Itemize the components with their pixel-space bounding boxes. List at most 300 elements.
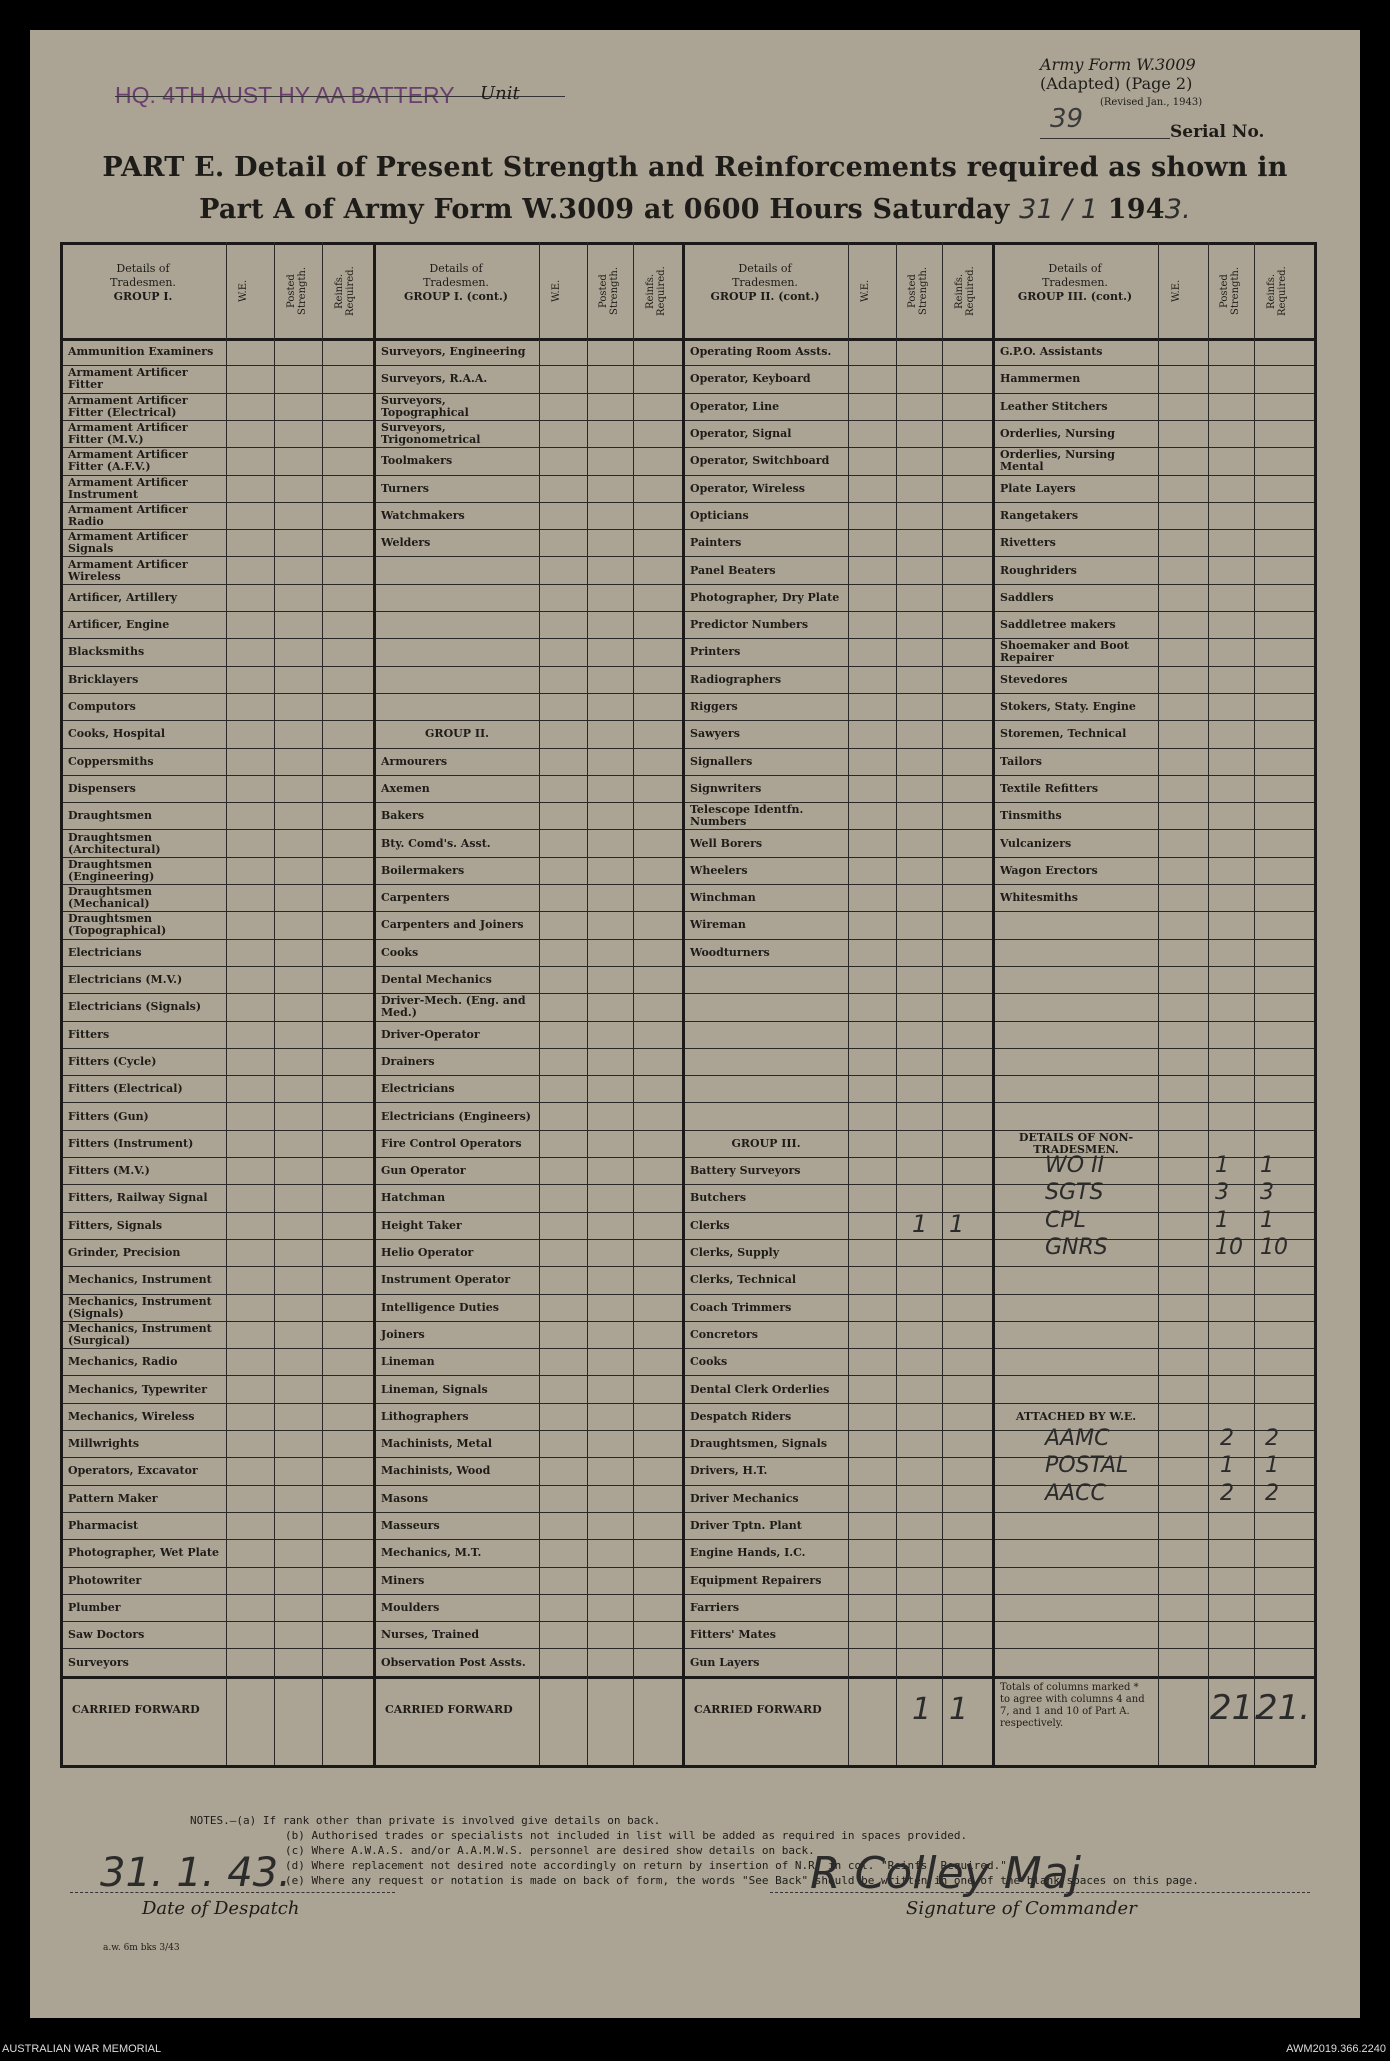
details-label: Details of <box>738 262 792 275</box>
trade-label: Electricians <box>381 1082 455 1096</box>
trade-label: Surveyors, R.A.A. <box>381 372 488 386</box>
column-header-we: W.E. <box>238 279 249 303</box>
non-tradesman-we-handwritten: 10 <box>1215 1234 1243 1260</box>
row-divider <box>60 666 1316 667</box>
carried-forward-posted-handwritten: 1 <box>949 1691 969 1727</box>
trade-label: Mechanics, M.T. <box>381 1546 482 1560</box>
trade-label: Armament Artificer Instrument <box>68 475 188 501</box>
unit-stamp: HQ. 4TH AUST HY AA BATTERY <box>115 82 455 109</box>
column-header-reinfs: Reinfs. Required. <box>1266 266 1288 316</box>
row-divider <box>60 693 1316 694</box>
trade-label: Panel Beaters <box>690 563 776 577</box>
non-tradesman-posted-handwritten: 3 <box>1260 1180 1274 1206</box>
printer-imprint: a.w. 6m bks 3/43 <box>103 1943 180 1953</box>
trade-label: Textile Refitters <box>1000 781 1099 795</box>
trade-label: Storemen, Technical <box>1000 727 1127 741</box>
column-header-reinfs: Reinfs. Required. <box>954 266 976 316</box>
tradesmen-label: Tradesmen. <box>110 276 176 289</box>
trade-label: Clerks, Supply <box>690 1246 780 1260</box>
section-heading: GROUP III. <box>731 1136 801 1150</box>
column-divider <box>942 242 943 1765</box>
row-divider <box>60 1539 1316 1540</box>
non-tradesman-rank-handwritten: SGTS <box>1045 1180 1104 1206</box>
row-divider <box>60 1485 1316 1486</box>
column-header-posted: Posted Strength. <box>907 266 929 316</box>
group-title: GROUP I. <box>113 290 173 303</box>
column-divider <box>539 242 540 1765</box>
column-header-posted: Posted Strength. <box>1219 266 1241 316</box>
trade-label: Driver Mechanics <box>690 1491 799 1505</box>
trade-label: Electricians (Signals) <box>68 1000 202 1014</box>
trade-label: Surveyors, Topographical <box>381 393 469 419</box>
row-divider <box>60 1212 1316 1213</box>
trade-label: Fitters (Electrical) <box>68 1082 183 1096</box>
column-header-reinfs: Reinfs. Required. <box>645 266 667 316</box>
title-year: 194 <box>1107 194 1165 225</box>
trade-label: Fitters <box>68 1027 110 1041</box>
trade-label: Cooks <box>381 945 419 959</box>
trade-label: Stokers, Staty. Engine <box>1000 700 1136 714</box>
trade-label: Signwriters <box>690 781 762 795</box>
trade-label: Turners <box>381 481 429 495</box>
trade-label: Fitters, Signals <box>68 1218 163 1232</box>
row-divider <box>60 1348 1316 1349</box>
trade-label: Orderlies, Nursing <box>1000 427 1115 441</box>
trade-label: Mechanics, Typewriter <box>68 1382 208 1396</box>
row-divider <box>60 1648 1316 1649</box>
trade-label: Lineman, Signals <box>381 1382 488 1396</box>
trade-label: Operator, Keyboard <box>690 372 811 386</box>
trade-label: Armament Artificer Signals <box>68 530 188 556</box>
column-divider <box>322 242 323 1765</box>
trade-label: Engine Hands, I.C. <box>690 1546 806 1560</box>
title-line-1: PART E. Detail of Present Strength and Reinforcements required as shown in <box>102 152 1288 183</box>
note-c: (c) Where A.W.A.S. and/or A.A.M.W.S. personnel are desired show details on back. <box>285 1844 815 1857</box>
trade-label: Artificer, Artillery <box>68 590 178 604</box>
trade-label: Bricklayers <box>68 672 139 686</box>
trade-label: Photographer, Wet Plate <box>68 1546 220 1560</box>
row-divider <box>60 1266 1316 1267</box>
non-tradesman-posted-handwritten: 1 <box>1260 1153 1274 1178</box>
trade-label: Driver-Mech. (Eng. and Med.) <box>381 994 526 1020</box>
clerks-posted-handwritten: 1 <box>949 1209 965 1238</box>
trade-label: Cooks <box>690 1355 728 1369</box>
non-tradesman-rank-handwritten: GNRS <box>1045 1234 1108 1260</box>
trade-label: Fire Control Operators <box>381 1136 522 1150</box>
trade-label: Sawyers <box>690 727 740 741</box>
row-divider <box>60 1184 1316 1185</box>
trade-label: Electricians <box>68 945 142 959</box>
row-divider <box>60 1075 1316 1076</box>
note-e: (e) Where any request or notation is made on back of form, the words "See Back" should be written in one of the blank spaces on this page. <box>285 1874 1199 1887</box>
trade-label: Draughtsmen (Mechanical) <box>68 885 153 911</box>
trade-label: Cooks, Hospital <box>68 727 166 741</box>
trade-label: Surveyors, Trigonometrical <box>381 421 481 447</box>
group-divider <box>373 242 376 1765</box>
trade-label: Machinists, Wood <box>381 1464 491 1478</box>
trade-label: Tinsmiths <box>1000 809 1062 823</box>
carried-forward-top-border <box>60 1676 1316 1679</box>
trade-label: Operator, Switchboard <box>690 454 830 468</box>
row-divider <box>60 1403 1316 1404</box>
column-divider <box>226 242 227 1765</box>
details-label: Details of <box>1048 262 1102 275</box>
non-tradesman-posted-handwritten: 1 <box>1260 1207 1274 1233</box>
trade-label: Operating Room Assts. <box>690 345 832 359</box>
trade-label: Armourers <box>381 754 448 768</box>
trade-label: Fitters, Railway Signal <box>68 1191 208 1205</box>
trade-label: Armament Artificer Fitter (M.V.) <box>68 421 188 447</box>
trade-label: Orderlies, Nursing Mental <box>1000 448 1115 474</box>
trade-label: Nurses, Trained <box>381 1628 480 1642</box>
trade-label: Draughtsmen <box>68 809 153 823</box>
row-divider <box>60 1621 1316 1622</box>
row-divider <box>60 1102 1316 1103</box>
serial-label: Serial No. <box>1170 122 1265 142</box>
group-header-details <box>682 262 848 304</box>
trade-label: Operators, Excavator <box>68 1464 198 1478</box>
trade-label: Dispensers <box>68 781 136 795</box>
group-divider <box>992 242 995 1765</box>
trade-label: Fitters (Gun) <box>68 1109 149 1123</box>
date-line <box>70 1892 395 1893</box>
row-divider <box>60 1021 1316 1022</box>
trade-label: Painters <box>690 536 742 550</box>
column-divider <box>1158 242 1159 1765</box>
row-divider <box>60 775 1316 776</box>
trade-label: Armament Artificer Wireless <box>68 557 188 583</box>
trade-label: Intelligence Duties <box>381 1300 499 1314</box>
column-divider <box>1254 242 1255 1765</box>
title-line-2 <box>30 194 1360 225</box>
trade-label: Coppersmiths <box>68 754 154 768</box>
row-divider <box>60 1157 1316 1158</box>
trade-label: Lithographers <box>381 1409 469 1423</box>
row-divider <box>60 720 1316 721</box>
trade-label: Farriers <box>690 1600 740 1614</box>
group-divider <box>682 242 685 1765</box>
non-tradesman-posted-handwritten: 10 <box>1260 1234 1288 1260</box>
trade-label: Leather Stitchers <box>1000 399 1108 413</box>
row-divider <box>60 1294 1316 1295</box>
column-divider <box>896 242 897 1765</box>
trade-label: Dental Clerk Orderlies <box>690 1382 830 1396</box>
row-divider <box>60 1239 1316 1240</box>
row-divider <box>60 884 1316 885</box>
trade-label: Woodturners <box>690 945 770 959</box>
column-header-we: W.E. <box>551 279 562 303</box>
serial-handwritten: 39 <box>1050 104 1084 134</box>
attached-we-handwritten: 1 <box>1220 1453 1234 1479</box>
trade-label: Photowriter <box>68 1573 142 1587</box>
row-divider <box>60 502 1316 503</box>
tradesmen-label: Tradesmen. <box>423 276 489 289</box>
trade-label: Opticians <box>690 508 749 522</box>
trade-label: Millwrights <box>68 1437 140 1451</box>
trade-label: Blacksmiths <box>68 645 145 659</box>
trade-label: Armament Artificer Fitter <box>68 366 188 392</box>
trade-label: Masons <box>381 1491 429 1505</box>
row-divider <box>60 1594 1316 1595</box>
trade-label: Riggers <box>690 700 738 714</box>
trade-label: Bakers <box>381 809 425 823</box>
table-left-border <box>60 242 63 1765</box>
trade-label: Toolmakers <box>381 454 453 468</box>
trade-label: Saw Doctors <box>68 1628 145 1642</box>
total-we-handwritten: 21. <box>1210 1687 1265 1728</box>
trade-label: Well Borers <box>690 836 763 850</box>
trade-label: Mechanics, Instrument <box>68 1273 212 1287</box>
column-divider <box>633 242 634 1765</box>
tradesmen-label: Tradesmen. <box>732 276 798 289</box>
trade-label: Photographer, Dry Plate <box>690 590 840 604</box>
trade-label: Ammunition Examiners <box>68 345 214 359</box>
title-prefix: Part A of Army Form W.3009 at 0600 Hours Saturday <box>199 194 1010 225</box>
trade-label: Saddlers <box>1000 590 1054 604</box>
group-header-details <box>992 262 1158 304</box>
row-divider <box>60 911 1316 912</box>
signature-line <box>770 1892 1310 1893</box>
trade-label: Mechanics, Wireless <box>68 1409 195 1423</box>
trade-label: Fitters (M.V.) <box>68 1164 150 1178</box>
trade-label: Welders <box>381 536 431 550</box>
trade-label: Fitters (Instrument) <box>68 1136 194 1150</box>
column-header-we: W.E. <box>1171 279 1182 303</box>
trade-label: Battery Surveyors <box>690 1164 801 1178</box>
trade-label: Tailors <box>1000 754 1042 768</box>
trade-label: Roughriders <box>1000 563 1077 577</box>
strength-table <box>60 242 1316 1765</box>
trade-label: Winchman <box>690 891 756 905</box>
trade-label: Operator, Signal <box>690 427 792 441</box>
despatch-date-handwritten: 31. 1. 43. <box>100 1850 291 1896</box>
trade-label: Clerks <box>690 1218 730 1232</box>
trade-label: Fitters' Mates <box>690 1628 776 1642</box>
row-divider <box>60 829 1316 830</box>
trade-label: Gun Operator <box>381 1164 466 1178</box>
signature-handwritten: R Colley Maj <box>810 1848 1081 1899</box>
trade-label: Gun Layers <box>690 1655 760 1669</box>
trade-label: Computors <box>68 700 136 714</box>
trade-label: Draughtsmen (Engineering) <box>68 857 155 883</box>
trade-label: Whitesmiths <box>1000 891 1078 905</box>
column-divider <box>1208 242 1209 1765</box>
trade-label: Clerks, Technical <box>690 1273 796 1287</box>
attached-we-handwritten: 2 <box>1220 1480 1234 1506</box>
group-header-details <box>60 262 226 304</box>
column-divider <box>587 242 588 1765</box>
form-line-3: (Revised Jan., 1943) <box>1100 97 1203 108</box>
trade-label: Butchers <box>690 1191 747 1205</box>
carried-forward-label: CARRIED FORWARD <box>72 1702 200 1716</box>
row-divider <box>60 748 1316 749</box>
trade-label: Pattern Maker <box>68 1491 158 1505</box>
row-divider <box>60 393 1316 394</box>
trade-label: Moulders <box>381 1600 440 1614</box>
trade-label: Drainers <box>381 1054 435 1068</box>
trade-label: Concretors <box>690 1327 758 1341</box>
trade-label: Vulcanizers <box>1000 836 1072 850</box>
trade-label: Plumber <box>68 1600 121 1614</box>
trade-label: Draughtsmen (Architectural) <box>68 830 161 856</box>
trade-label: Operator, Wireless <box>690 481 805 495</box>
row-divider <box>60 475 1316 476</box>
trade-label: Electricians (M.V.) <box>68 973 183 987</box>
row-divider <box>60 1512 1316 1513</box>
column-header-posted: Posted Strength. <box>598 266 620 316</box>
row-divider <box>60 529 1316 530</box>
trade-label: Hammermen <box>1000 372 1081 386</box>
non-tradesman-we-handwritten: 1 <box>1215 1207 1229 1233</box>
signature-label: Signature of Commander <box>906 1898 1137 1919</box>
section-heading: ATTACHED BY W.E. <box>1015 1409 1137 1423</box>
clerks-we-handwritten: 1 <box>912 1209 928 1238</box>
trade-label: Mechanics, Radio <box>68 1355 178 1369</box>
column-header-reinfs: Reinfs. Required. <box>334 266 356 316</box>
trade-label: Wheelers <box>690 863 748 877</box>
attached-unit-handwritten: POSTAL <box>1045 1453 1129 1479</box>
trade-label: Driver Tptn. Plant <box>690 1519 802 1533</box>
row-divider <box>60 556 1316 557</box>
trade-label: Draughtsmen (Topographical) <box>68 912 167 938</box>
column-header-posted: Posted Strength. <box>286 266 308 316</box>
row-divider <box>60 939 1316 940</box>
trade-label: Pharmacist <box>68 1519 139 1533</box>
row-divider <box>60 1430 1316 1431</box>
note-b: (b) Authorised trades or specialists not included in list will be added as required in spaces provided. <box>285 1829 968 1842</box>
trade-label: Coach Trimmers <box>690 1300 792 1314</box>
trade-label: Grinder, Precision <box>68 1246 181 1260</box>
trade-label: Radiographers <box>690 672 782 686</box>
group-title: GROUP III. (cont.) <box>1017 290 1133 303</box>
row-divider <box>60 993 1316 994</box>
non-tradesman-rank-handwritten: CPL <box>1045 1207 1086 1233</box>
row-divider <box>60 365 1316 366</box>
trade-label: Armament Artificer Fitter (Electrical) <box>68 393 188 419</box>
trade-label: Artificer, Engine <box>68 618 170 632</box>
details-label: Details of <box>429 262 483 275</box>
trade-label: Armament Artificer Fitter (A.F.V.) <box>68 448 188 474</box>
row-divider <box>60 611 1316 612</box>
trade-label: Armament Artificer Radio <box>68 502 188 528</box>
trade-label: Machinists, Metal <box>381 1437 493 1451</box>
trade-label: Plate Layers <box>1000 481 1076 495</box>
caption-left: AUSTRALIAN WAR MEMORIAL <box>2 2043 162 2055</box>
attached-posted-handwritten: 1 <box>1265 1453 1279 1479</box>
carried-forward-we-handwritten: 1 <box>912 1691 932 1727</box>
trade-label: Saddletree makers <box>1000 618 1116 632</box>
row-divider <box>60 420 1316 421</box>
group-header-details <box>373 262 539 304</box>
trade-label: Predictor Numbers <box>690 618 809 632</box>
row-divider <box>60 857 1316 858</box>
attached-posted-handwritten: 2 <box>1265 1480 1279 1506</box>
trade-label: Surveyors, Engineering <box>381 345 526 359</box>
trade-label: Driver-Operator <box>381 1027 480 1041</box>
row-divider <box>60 584 1316 585</box>
non-tradesman-rank-handwritten: WO II <box>1045 1153 1105 1178</box>
table-bottom-border <box>60 1765 1316 1768</box>
attached-unit-handwritten: AACC <box>1045 1480 1106 1506</box>
attached-posted-handwritten: 2 <box>1265 1426 1279 1451</box>
serial-underline <box>1040 138 1170 139</box>
details-label: Details of <box>116 262 170 275</box>
trade-label: Carpenters and Joiners <box>381 918 524 932</box>
row-divider <box>60 1048 1316 1049</box>
row-divider <box>60 802 1316 803</box>
row-divider <box>60 447 1316 448</box>
trade-label: Observation Post Assts. <box>381 1655 526 1669</box>
table-top-border <box>60 242 1316 245</box>
trade-label: Electricians (Engineers) <box>381 1109 531 1123</box>
trade-label: Wireman <box>690 918 746 932</box>
section-heading: DETAILS OF NON-TRADESMEN. <box>1018 1130 1134 1156</box>
trade-label: Bty. Comd's. Asst. <box>381 836 491 850</box>
trade-label: Rangetakers <box>1000 508 1079 522</box>
caption-right: AWM2019.366.2240 <box>1286 2043 1386 2055</box>
carried-forward-label: CARRIED FORWARD <box>694 1702 822 1716</box>
form-line-2: (Adapted) (Page 2) <box>1040 74 1193 93</box>
trade-label: Masseurs <box>381 1519 440 1533</box>
row-divider <box>60 1321 1316 1322</box>
trade-label: Despatch Riders <box>690 1409 792 1423</box>
trade-label: Height Taker <box>381 1218 462 1232</box>
trade-label: Printers <box>690 645 741 659</box>
trade-label: Drivers, H.T. <box>690 1464 768 1478</box>
form-paper <box>30 30 1360 2018</box>
trade-label: Lineman <box>381 1355 435 1369</box>
note-a: NOTES.—(a) If rank other than private is involved give details on back. <box>190 1814 661 1827</box>
row-divider <box>60 1375 1316 1376</box>
tradesmen-label: Tradesmen. <box>1042 276 1108 289</box>
column-divider <box>274 242 275 1765</box>
row-divider <box>60 1567 1316 1568</box>
trade-label: Axemen <box>381 781 430 795</box>
group-title: GROUP I. (cont.) <box>404 290 508 303</box>
attached-we-handwritten: 2 <box>1220 1426 1234 1451</box>
trade-label: Mechanics, Instrument (Signals) <box>68 1294 212 1320</box>
group-title: GROUP II. (cont.) <box>710 290 820 303</box>
trade-label: Equipment Repairers <box>690 1573 822 1587</box>
trade-label: Dental Mechanics <box>381 973 492 987</box>
trade-label: Fitters (Cycle) <box>68 1054 157 1068</box>
total-posted-handwritten: 21. <box>1256 1687 1311 1728</box>
row-divider <box>60 966 1316 967</box>
trade-label: Miners <box>381 1573 425 1587</box>
column-divider <box>848 242 849 1765</box>
trade-label: Operator, Line <box>690 399 780 413</box>
trade-label: Wagon Erectors <box>1000 863 1098 877</box>
title-year-handwritten: 3. <box>1164 194 1191 225</box>
trade-label: Hatchman <box>381 1191 446 1205</box>
trade-label: Joiners <box>381 1327 425 1341</box>
note-d: (d) Where replacement not desired note accordingly on return by insertion of N.R. in col. "Reinfs. Required." <box>285 1859 1007 1872</box>
trade-label: Carpenters <box>381 891 450 905</box>
carried-forward-label: CARRIED FORWARD <box>385 1702 513 1716</box>
column-header-we: W.E. <box>860 279 871 303</box>
non-tradesman-we-handwritten: 3 <box>1215 1180 1229 1206</box>
title-date-handwritten: 31 / 1 <box>1019 194 1099 225</box>
trade-label: Boilermakers <box>381 863 465 877</box>
trade-label: Telescope Identfn. Numbers <box>690 803 804 829</box>
trade-label: Stevedores <box>1000 672 1068 686</box>
trade-label: Helio Operator <box>381 1246 474 1260</box>
non-tradesman-we-handwritten: 1 <box>1215 1153 1229 1178</box>
totals-note: Totals of columns marked * to agree with columns 4 and 7, and 1 and 10 of Part A. respectively. <box>1000 1681 1145 1729</box>
trade-label: Instrument Operator <box>381 1273 511 1287</box>
unit-label: Unit <box>480 83 520 104</box>
section-heading: GROUP II. <box>425 727 489 741</box>
